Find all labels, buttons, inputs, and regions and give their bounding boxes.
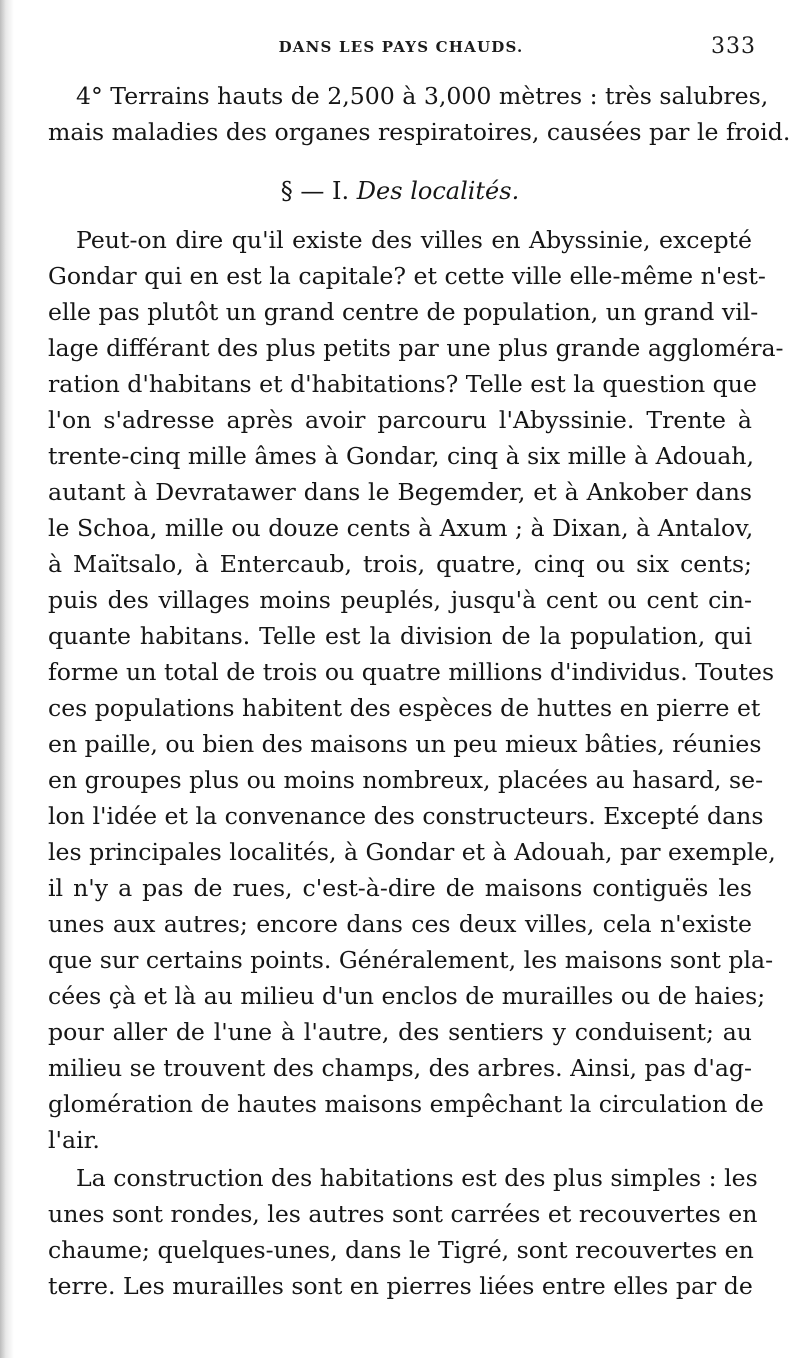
text-line: mais maladies des organes respiratoires, causées par le froid. bbox=[48, 118, 791, 146]
text-line: elle pas plutôt un grand centre de population, un grand vil- bbox=[48, 298, 759, 326]
text-line: les principales localités, à Gondar et à Adouah, par exemple, bbox=[48, 838, 776, 866]
text-line: lon l'idée et la convenance des constructeurs. Excepté dans bbox=[48, 802, 764, 830]
text-line: puis des villages moins peuplés, jusqu'à cent ou cent cin- bbox=[48, 586, 752, 614]
text-line: en groupes plus ou moins nombreux, placées au hasard, se- bbox=[48, 766, 764, 794]
text-line: à Maïtsalo, à Entercaub, trois, quatre, cinq ou six cents; bbox=[48, 550, 752, 578]
text-line: glomération de hautes maisons empêchant la circulation de bbox=[48, 1090, 764, 1118]
section-title: Des localités. bbox=[356, 177, 520, 205]
text-line: unes sont rondes, les autres sont carrées et recouvertes en bbox=[48, 1200, 758, 1228]
text-line: unes aux autres; encore dans ces deux villes, cela n'existe bbox=[48, 910, 752, 938]
text-line: milieu se trouvent des champs, des arbres. Ainsi, pas d'ag- bbox=[48, 1054, 753, 1082]
running-head: DANS LES PAYS CHAUDS. bbox=[278, 38, 524, 56]
text-line: le Schoa, mille ou douze cents à Axum ; à Dixan, à Antalov, bbox=[48, 514, 754, 542]
page-edge-shadow bbox=[0, 0, 14, 1358]
text-line: Peut-on dire qu'il existe des villes en Abyssinie, excepté bbox=[76, 226, 752, 254]
text-line: que sur certains points. Généralement, les maisons sont pla- bbox=[48, 946, 774, 974]
page-header bbox=[46, 34, 756, 64]
section-heading bbox=[48, 172, 752, 210]
text-line: lage différant des plus petits par une plus grande aggloméra- bbox=[48, 334, 784, 362]
text-line: La construction des habitations est des plus simples : les bbox=[76, 1164, 758, 1192]
text-line: ces populations habitent des espèces de huttes en pierre et bbox=[48, 694, 761, 722]
page-number: 333 bbox=[711, 34, 756, 59]
text-line: chaume; quelques-unes, dans le Tigré, sont recouvertes en bbox=[48, 1236, 754, 1264]
text-line: cées çà et là au milieu d'un enclos de murailles ou de haies; bbox=[48, 982, 766, 1010]
text-line: terre. Les murailles sont en pierres liées entre elles par de bbox=[48, 1272, 753, 1300]
text-line: 4° Terrains hauts de 2,500 à 3,000 mètres : très salubres, bbox=[76, 82, 769, 110]
text-line: Gondar qui en est la capitale? et cette ville elle-même n'est- bbox=[48, 262, 766, 290]
text-line: ration d'habitans et d'habitations? Telle est la question que bbox=[48, 370, 757, 398]
text-line: en paille, ou bien des maisons un peu mieux bâties, réunies bbox=[48, 730, 762, 758]
section-marker: § — I. bbox=[280, 177, 350, 205]
text-line: l'air. bbox=[48, 1126, 100, 1154]
text-line: forme un total de trois ou quatre millions d'individus. Toutes bbox=[48, 658, 775, 686]
text-line: pour aller de l'une à l'autre, des sentiers y conduisent; au bbox=[48, 1018, 752, 1046]
text-line: il n'y a pas de rues, c'est-à-dire de maisons contiguës les bbox=[48, 874, 752, 902]
text-line: l'on s'adresse après avoir parcouru l'Abyssinie. Trente à bbox=[48, 406, 752, 434]
text-line: trente-cinq mille âmes à Gondar, cinq à six mille à Adouah, bbox=[48, 442, 754, 470]
text-line: autant à Devratawer dans le Begemder, et à Ankober dans bbox=[48, 478, 752, 506]
text-line: quante habitans. Telle est la division de la population, qui bbox=[48, 622, 752, 650]
